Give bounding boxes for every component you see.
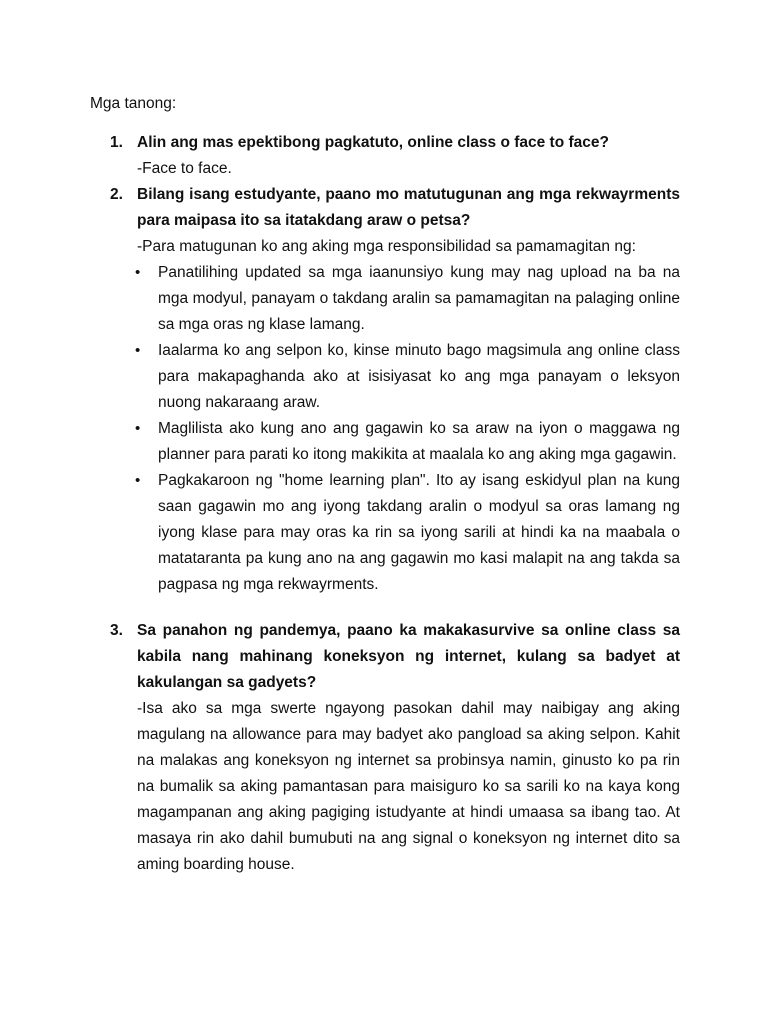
bullet-text: Panatilihing updated sa mga iaanunsiyo kung may nag upload na ba na mga modyul, panayam o takdang aralin sa pamamagitan na palaging online sa mga oras ng klase lamang. [158, 264, 680, 333]
question-text: Sa panahon ng pandemya, paano ka makakasurvive sa online class sa kabila nang mahinang koneksyon ng internet, kulang sa badyet at kakulangan sa gadyets? [137, 622, 680, 691]
list-item [135, 416, 680, 468]
question-text: Bilang isang estudyante, paano mo matutugunan ang mga rekwayrments para maipasa ito sa itatakdang araw o petsa? [137, 186, 680, 229]
question-2 [110, 182, 680, 598]
bullet-text: Maglilista ako kung ano ang gagawin ko sa araw na iyon o maggawa ng planner para parati ko itong makikita at maalala ko ang aking mga gagawin. [158, 420, 680, 463]
list-item [135, 338, 680, 416]
bullet-text: Pagkakaroon ng "home learning plan". Ito ay isang eskidyul plan na kung saan gagawin mo ang iyong takdang aralin o modyul sa oras lamang ng iyong klase para may oras ka rin sa iyong sarili at hindi ka na maabala o matataranta pa kung ano na ang gagawin mo kasi malapit na ang takda sa pagpasa ng mga rekwayrments. [158, 472, 680, 593]
bullet-icon: • [135, 420, 141, 437]
question-3 [110, 618, 680, 878]
answer-text: -Face to face. [137, 160, 232, 177]
bullet-icon: • [135, 264, 141, 281]
document-heading: Mga tanong: [90, 95, 177, 112]
answer-text: -Para matugunan ko ang aking mga responsibilidad sa pamamagitan ng: [137, 238, 636, 255]
question-number: 2. [110, 186, 123, 203]
bullet-icon: • [135, 342, 141, 359]
question-number: 1. [110, 134, 123, 151]
question-number: 3. [110, 622, 123, 639]
answer-bullet-list [110, 260, 680, 598]
bullet-icon: • [135, 472, 141, 489]
question-1 [110, 130, 680, 182]
question-text: Alin ang mas epektibong pagkatuto, online class o face to face? [137, 134, 609, 151]
answer-text: -Isa ako sa mga swerte ngayong pasokan dahil may naibigay ang aking magulang na allowance para may badyet ako pangload sa aking selpon. Kahit na malakas ang koneksyon ng internet sa probinsya namin, ginusto ko pa rin na bumalik sa aking pamantasan para maisiguro ko sa sarili ko na kaya kong magampanan ang aking pagiging istudyante at hindi umaasa sa ibang tao. At masaya rin ako dahil bumubuti na ang signal o koneksyon ng internet dito sa aming boarding house. [137, 700, 680, 873]
list-item [135, 260, 680, 338]
bullet-text: Iaalarma ko ang selpon ko, kinse minuto bago magsimula ang online class para makapaghanda ako at isisiyasat ko ang mga panayam o leksyon nuong nakaraang araw. [158, 342, 680, 411]
list-item [135, 468, 680, 598]
